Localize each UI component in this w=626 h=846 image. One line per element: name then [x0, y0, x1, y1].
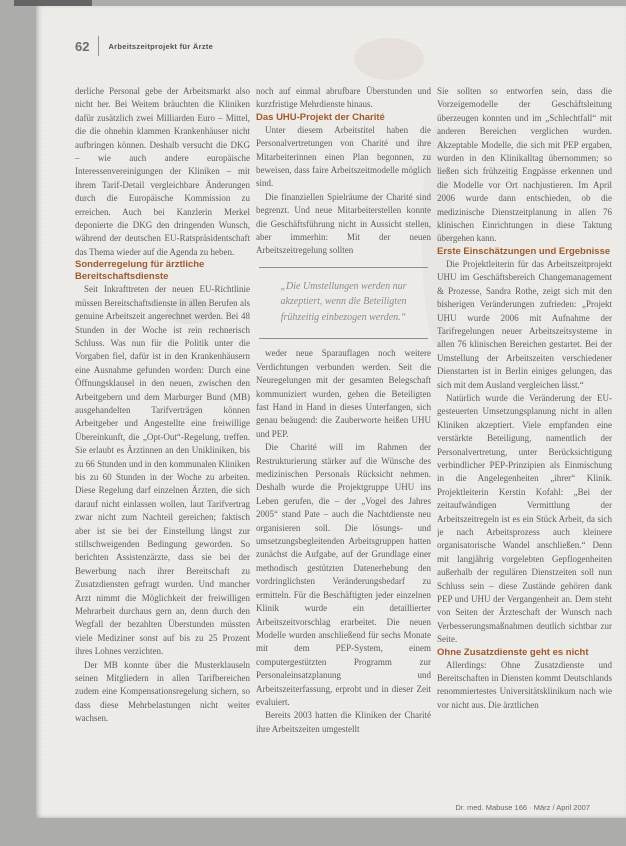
paragraph-continuation: noch auf einmal abrufbare Überstunden und kurzfristige Mehrdienste hinaus. — [256, 86, 431, 110]
scan-artifact — [354, 38, 424, 80]
paragraph-continuation: derliche Personal gebe der Arbeitsmarkt also nicht her. Bei Weitem bräuchten die Kliniken dafür zusätzlich zwei Milliarden Euro – Mittel, die die ohnehin klammen Krankenhäuser nicht aufbringen können. Deshalb versucht die DKG – wie auch andere europäische Interessenvereinigungen der Kliniken – mit ihrem Tarif-Detail vergleichbare Änderungen durch die Europäische Kommission zu erreichen. Auch bei Kanzlerin Merkel deponierte die DKG den dringenden Wunsch, während der deutschen EU-Ratspräsidentschaft das Thema wieder auf die Agenda zu heben. — [75, 86, 250, 257]
paragraph: Seit Inkrafttreten der neuen EU-Richtlinie müssen Bereitschaftsdienste in allen Berufen als genuine Arbeitszeit angerechnet werden. Bei 48 Stunden in der Woche ist rein rechnerisch Schluss. Was nun für die Politik unter die Vorgaben fiel, dafür ist in den Krankenhäusern eine Ausnahme gefunden worden: Durch eine Öffnungsklausel in den neuen, zwischen den Arbeitgebern und dem Marburger Bund (MB) ausgehandelten Tarifverträgen können Arbeitgeber und Angestellte eine freiwillige Übereinkunft, die „Opt-Out“-Regelung, treffen. Sie erlaubt es Ärztinnen an den Unikliniken, bis zu 66 Stunden und in den kommunalen Kliniken bis zu 60 Stunden in der Woche zu arbeiten. Diese Regelung darf einzelnen Ärzten, die sich darauf nicht einlassen wollen, laut Tarifvertrag zwar nicht zum Nachteil gereichen; faktisch aber ist sie bei der Einstellung längst zur stillschweigenden Bedingung geworden. So berichten Assistenzärzte, dass sie bei der Bewerbung nach ihrer Bereitschaft zu Zusatzdiensten gefragt wurden. Und mancher Arzt nimmt die Möglichkeit der freiwilligen Mehrarbeit durchaus gern an, denn durch den Wegfall der bezahlten Überstunden müssten viele Mediziner sonst auf bis zu 25 Prozent ihres Lohnes verzichten. — [75, 284, 250, 657]
running-head: Arbeitszeitprojekt für Ärzte — [108, 41, 214, 51]
pull-quote: „Die Umstellungen werden nur akzeptiert, wenn die Beteiligten frühzeitig einbezogen werden.“ — [259, 267, 428, 340]
paragraph: Die Charité will im Rahmen der Restrukturierung stärker auf die Wünsche des medizinischen Personals Rücksicht nehmen. Deshalb wurde die Projektgruppe UHU ins Leben gerufen, die – der „Vogel des Jahres 2005“ stand Pate – auch die Nachtdienste neu organisieren soll. Die lösungs- und umsetzungsbegleitenden Arbeitsgruppen hatten zunächst die Aufgabe, auf der Grundlage einer methodisch gestützten Datenerhebung den vordringlichsten Veränderungsbedarf zu ermitteln. Für die Beschäftigten jeder einzelnen Klinik wurde ein detaillierter Arbeitszeitvorschlag erarbeitet. Die neuen Modelle wurden anschließend für sechs Monate mit dem PEP-System, einem computergestützten Programm zur Personaleinsatzplanung und Arbeitszeiterfassung, erprobt und in dieser Zeit evaluiert. — [256, 442, 431, 707]
section-heading-uhu-projekt: Das UHU-Projekt der Charité — [256, 111, 385, 123]
paper-page — [36, 6, 626, 818]
paragraph: Die Projektleiterin für das Arbeitszeitprojekt UHU im Geschäftsbereich Changemanagement & Prozesse, Sandra Rothe, zeigt sich mit den bisherigen Veränderungen zufrieden: „Projekt UHU wurde 2006 mit Aufnahme der Tarifregelungen neuer Arbeitszeitsysteme in allen 76 klinischen Bereichen gestartet. Bei der Umstellung der Arbeitszeiten verschiedener Dienstarten ist in Berlin einiges gelungen, das sich mit dem Ausland vergleichen lässt.“ — [437, 258, 612, 390]
page-header — [75, 36, 213, 56]
paragraph-continuation: Sie sollten so entworfen sein, dass die Vorzeigemodelle der Geschäftsleitung überzeugen konnten und im „Schlechtfall“ mit anderen Bereichen verglichen wurden. Akzeptable Modelle, die sich mit PEP ergaben, wurden in den Klinikalltag übernommen; so ließen sich frühzeitig Engpässe erkennen und die Modelle vor Ort nachjustieren. Im April 2006 wurde dann entschieden, ob die medizinische Dienstzeitplanung in allen 76 klinischen Einrichtungen in diese Taktung übergehen kann. — [437, 86, 612, 244]
column-1 — [75, 85, 250, 799]
section-body — [256, 347, 431, 736]
section-body — [437, 258, 612, 647]
paragraph: Natürlich wurde die Veränderung der EU-gesteuerten Umsetzungsplanung nicht in allen Kliniken akzeptiert. Viele empfanden eine verstärkte Beteiligung, namentlich der Personalvertretung, unter Berücksichtigung verbindlicher PEP-Prinzipien als Einmischung in die Angelegenheiten „ihrer“ Klinik. Projektleiterin Kerstin Kofahl: „Bei der zeitaufwändigen Vermittlung der Arbeitszeitregeln ist es ein Stück Arbeit, da sich je nach Arbeitsprozess auch kleinere organisatorische Wandel anschließen.“ Denn mit langjährig vorgelebten Gepflogenheiten außerhalb der regulären Dienstzeiten soll nun Schluss sein – diese Zustände gehören dank PEP und UHU der Vergangenheit an. Dem steht von Seiten der Ärzteschaft der Wunsch nach Verbesserungsmaßnahmen deutlich sichtbar zur Seite. — [437, 392, 612, 645]
section-heading-zusatzdienste: Ohne Zusatzdienste geht es nicht — [437, 646, 589, 658]
section-body — [437, 659, 612, 713]
paragraph: Bereits 2003 hatten die Kliniken der Charité ihre Arbeitszeiten umgestellt — [256, 710, 431, 734]
paragraph: Allerdings: Ohne Zusatzdienste und Bereitschaften in Diensten kommt Deutschlands renommiertestes Universitätsklinikum nach wie vor nicht aus. Die ärztlichen — [437, 659, 612, 710]
section-heading-ergebnisse: Erste Einschätzungen und Ergebnisse — [437, 245, 611, 257]
section-body — [256, 124, 431, 258]
article-columns — [75, 85, 612, 799]
column-3 — [437, 85, 612, 799]
section-heading-bereitschaftsdienste: Sonderregelung für ärztliche Bereitschaftsdienste — [75, 259, 205, 283]
header-divider — [98, 36, 99, 56]
paragraph: weder neue Sparauflagen noch weitere Verdichtungen verbunden werden. Seit die Neuregelungen mit der gesamten Belegschaft kommuniziert wurden, gehen die Beteiligten fast Hand in Hand in dieses Unterfangen, sich genau beäugend: die Zauberworte heißen UHU und PEP. — [256, 348, 431, 439]
section-body — [75, 283, 250, 725]
paragraph: Unter diesem Arbeitstitel haben die Personalvertretungen von Charité und ihre Mitarbeiterinnen einen Plan begonnen, zu beweisen, dass faire Arbeitszeitmodelle möglich sind. — [256, 124, 431, 189]
footer-journal-line: Dr. med. Mabuse 166 · März / April 2007 — [455, 803, 590, 812]
paragraph: Der MB konnte über die Musterklauseln seinen Mitgliedern in allen Tarifbereichen zudem eine Kompensationsregelung sichern, so dass diese Mehrbelastungen nicht weiter wachsen. — [75, 659, 250, 724]
paragraph: Die finanziellen Spielräume der Charité sind begrenzt. Und neue Mitarbeiterstellen konnte die Geschäftsführung nicht in Aussicht stellen, aber immerhin: Mit der neuen Arbeitszeitregelung sollten — [256, 191, 431, 256]
page-number: 62 — [75, 38, 90, 54]
column-2 — [256, 85, 431, 799]
